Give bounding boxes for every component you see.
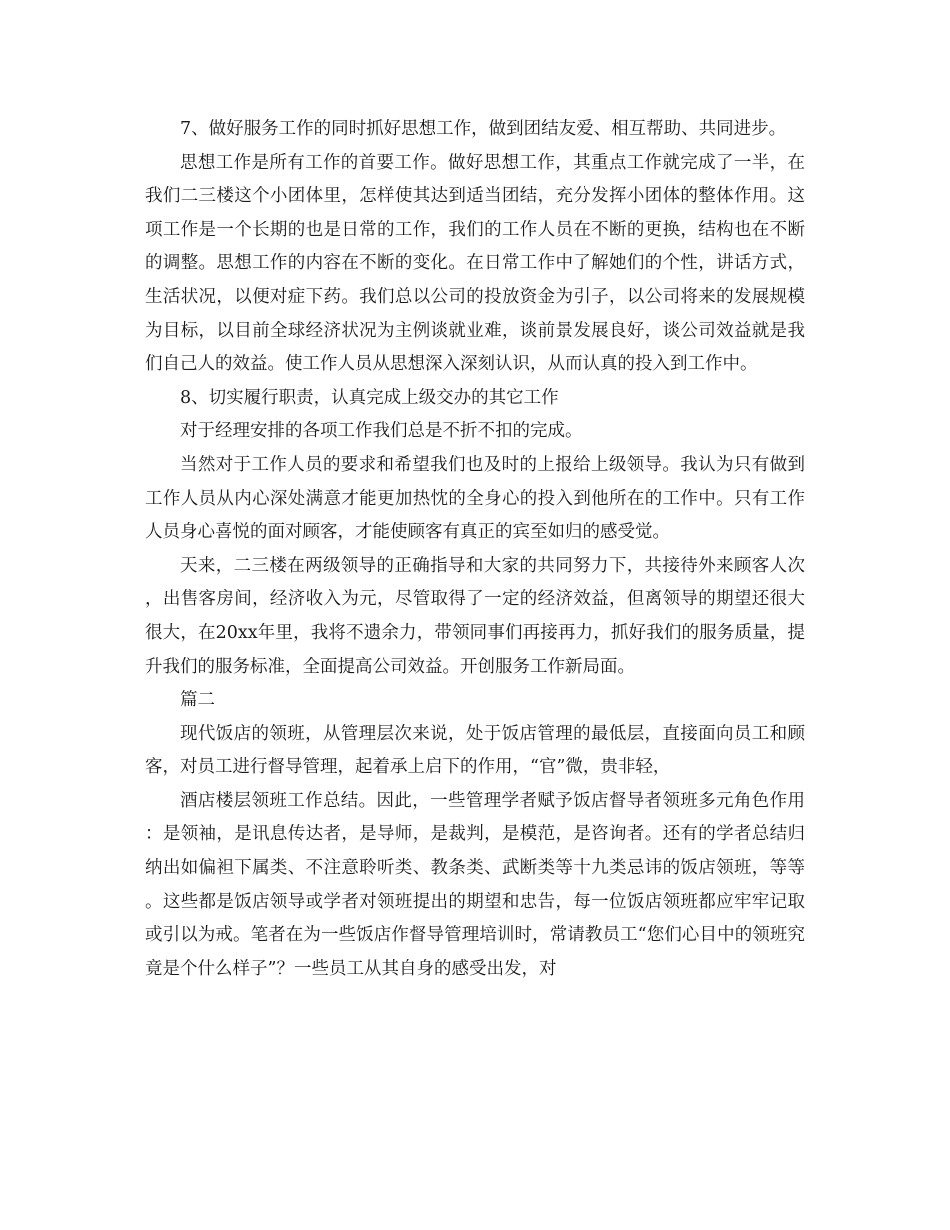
paragraph-manager-tasks: 对于经理安排的各项工作我们总是不折不扣的完成。 <box>180 421 583 442</box>
paragraph-results-summary: 天来，二三楼在两级领导的正确指导和大家的共同努力下，共接待外来顾客人次，出售客房间，经济收入为元，尽管取得了一定的经济效益，但离领导的期望还很大很大，在20xx年里，我将不遗余力，带领同事们再接再力，抓好我们的服务质量，提升我们的服务标准，全面提高公司效益。开创服务工作新局面。 <box>145 555 805 677</box>
section-heading-part-two: 篇二 <box>180 690 215 711</box>
paragraph-ideological-work: 思想工作是所有工作的首要工作。做好思想工作，其重点工作就完成了一半，在我们二三楼这个小团体里，怎样使其达到适当团结，充分发挥小团体的整体作用。这项工作是一个长期的也是日常的工作，我们的工作人员在不断的更换，结构也在不断的调整。思想工作的内容在不断的变化。在日常工作中了解她们的个性，讲话方式，生活状况，以便对症下药。我们总以公司的投放资金为引子，以公司将来的发展规模为目标，以目前全球经济状况为主例谈就业难，谈前景发展良好，谈公司效益就是我们自己人的效益。使工作人员从思想深入深刻认识，从而认真的投入到工作中。 <box>145 152 805 375</box>
paragraph-modern-hotel-supervisor: 现代饭店的领班，从管理层次来说，处于饭店管理的最低层，直接面向员工和顾客，对员工进行督导管理，起着承上启下的作用，“官”微，贵非轻， <box>145 723 805 778</box>
paragraph-supervisor-roles: 酒店楼层领班工作总结。因此，一些管理学者赋予饭店督导者领班多元角色作用：是领袖，是讯息传达者，是导师，是裁判，是模范，是咨询者。还有的学者总结归纳出如偏袒下属类、不注意聆听类、教条类、武断类等十九类忌讳的饭店领班，等等。这些都是饭店领导或学者对领班提出的期望和忠告，每一位饭店领班都应牢牢记取或引以为戒。笔者在为一些饭店作督导管理培训时，常请教员工“您们心目中的领班究竟是个什么样子”？一些员工从其自身的感受出发，对 <box>145 790 805 979</box>
document-body <box>145 113 805 986</box>
paragraph-item-7: 7、做好服务工作的同时抓好思想工作，做到团结友爱、相互帮助、共同进步。 <box>180 119 787 139</box>
paragraph-staff-requirements: 当然对于工作人员的要求和希望我们也及时的上报给上级领导。我认为只有做到工作人员从内心深处满意才能更加热忱的全身心的投入到他所在的工作中。只有工作人员身心喜悦的面对顾客，才能使顾客有真正的宾至如归的感受觉。 <box>145 454 805 543</box>
paragraph-item-8: 8、切实履行职责，认真完成上级交办的其它工作 <box>180 387 559 408</box>
